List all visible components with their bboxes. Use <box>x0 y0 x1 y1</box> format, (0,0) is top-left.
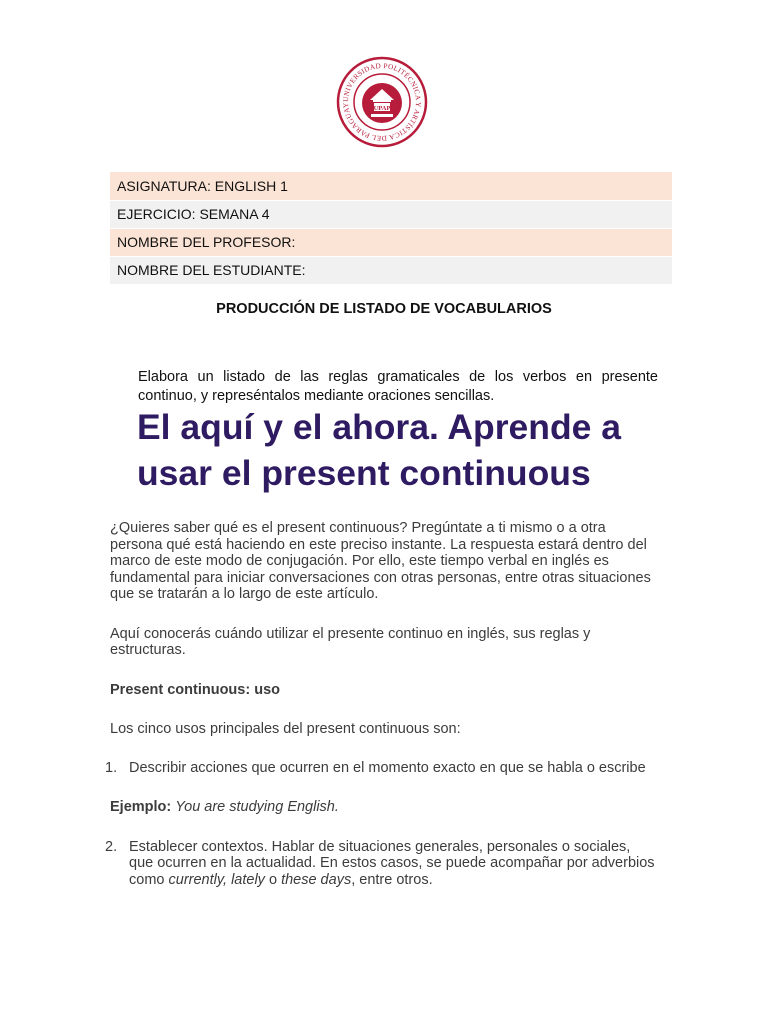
usos-intro-paragraph: Los cinco usos principales del present continuous son: <box>110 721 461 737</box>
aqui-paragraph: Aquí conocerás cuándo utilizar el presente continuo en inglés, sus reglas y estructuras. <box>110 625 591 658</box>
info-exercise: EJERCICIO: SEMANA 4 <box>110 200 672 228</box>
list-item-connector: o <box>264 871 282 888</box>
table-row <box>110 228 672 256</box>
intro-paragraph: ¿Quieres saber qué es el present continuous? Pregúntate a ti mismo o a otra persona qué está haciendo en este preciso instante. La respuesta estará dentro del marco de este modo de conjugación. Por ello, este tiempo verbal en inglés es fundamental para iniciar conversaciones con otras personas, entre otras situaciones que se tratarán a lo largo de este artículo. <box>110 520 651 602</box>
info-subject: ASIGNATURA: ENGLISH 1 <box>110 172 672 200</box>
list-item-number: 1. <box>105 759 118 776</box>
table-row <box>110 200 672 228</box>
adverb-currently-lately: currently, lately <box>168 871 265 888</box>
example-paragraph <box>110 799 658 816</box>
list-item <box>105 838 658 889</box>
list-item-number: 2. <box>105 838 118 855</box>
instructions-text: Elabora un listado de las reglas gramaticales de los verbos en presente continuo, y represéntalos mediante oraciones sencillas. <box>138 369 658 404</box>
list-item-text: Describir acciones que ocurren en el momento exacto en que se habla o escribe <box>129 759 646 776</box>
article-title <box>137 404 737 496</box>
document-heading: PRODUCCIÓN DE LISTADO DE VOCABULARIOS <box>216 301 552 317</box>
article-title-line-1: El aquí y el ahora. Aprende a <box>137 407 621 447</box>
table-row <box>110 172 672 200</box>
list-item <box>105 759 658 777</box>
section-subheading: Present continuous: uso <box>110 681 280 698</box>
adverb-these-days: these days <box>281 871 352 888</box>
article-body <box>105 520 658 888</box>
university-seal-icon <box>336 56 428 148</box>
list-item-text-end: , entre otros. <box>351 871 433 888</box>
info-student: NOMBRE DEL ESTUDIANTE: <box>110 256 672 284</box>
info-table <box>110 172 672 285</box>
example-text: You are studying English. <box>175 799 339 815</box>
example-label: Ejemplo: <box>110 799 172 815</box>
info-professor: NOMBRE DEL PROFESOR: <box>110 228 672 256</box>
list-item-text-start: Establecer contextos. Hablar de situaciones generales, personales o sociales, que ocurren en la actualidad. En estos casos, se puede acompañar por adverbios como <box>129 838 655 888</box>
article-title-line-2: usar el present continuous <box>137 453 591 493</box>
university-logo <box>336 56 428 148</box>
table-row <box>110 256 672 284</box>
logo-ring-text: UNIVERSIDAD POLITÉCNICA Y ARTÍSTICA DEL PARAGUAY <box>341 61 423 143</box>
logo-center-text: UPAP <box>373 105 391 112</box>
